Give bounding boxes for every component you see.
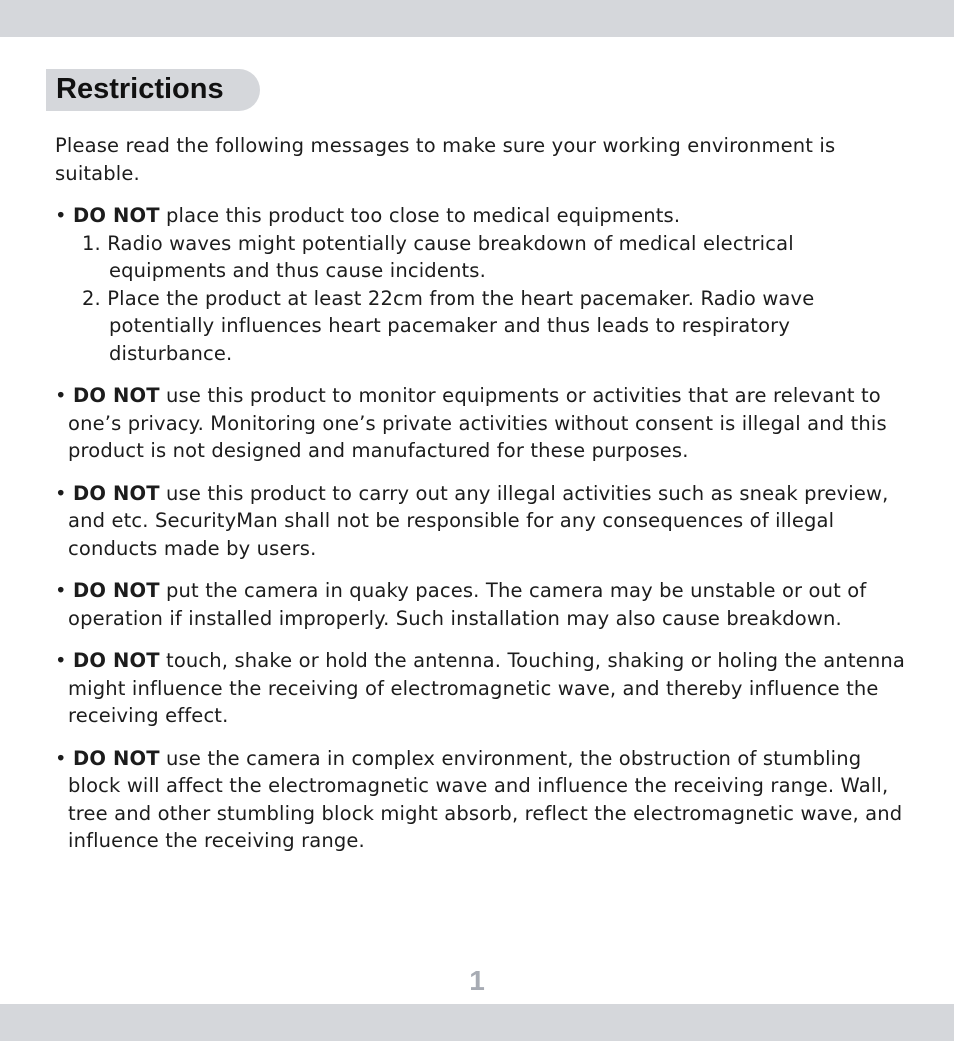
- restriction-item: • DO NOT use this product to carry out any illegal activities such as sneak preview, and etc. SecurityMan shall not be responsible for any consequences of illegal conducts made by users.: [55, 481, 889, 560]
- top-band: [0, 0, 954, 37]
- restriction-item: • DO NOT place this product too close to medical equipments. 1. Radio waves might potentially cause breakdown of medical electrical equipments and thus cause incidents. 2. Place the product at least 22cm from the heart pacemaker. Radio wave potentially influences heart pacemaker and thus leads to respiratory disturbance.: [55, 202, 905, 367]
- restriction-item: • DO NOT use this product to monitor equipments or activities that are relevant to one’s privacy. Monitoring one’s private activities without consent is illegal and this product is not designed and manufactured for these purposes.: [55, 384, 887, 462]
- sub-item: 2. Place the product at least 22cm from the heart pacemaker. Radio wave potentially influences heart pacemaker and thus leads to respiratory disturbance.: [82, 286, 815, 365]
- restriction-item: • DO NOT put the camera in quaky paces. The camera may be unstable or out of operation if installed improperly. Such installation may also cause breakdown.: [55, 579, 867, 630]
- sub-item: 1. Radio waves might potentially cause breakdown of medical electrical equipments and thus cause incidents.: [82, 231, 794, 282]
- restriction-text: put the camera in quaky paces. The camera may be unstable or out of operation if installed improperly. Such installation may also cause breakdown.: [68, 579, 867, 630]
- page-number: 1: [469, 965, 485, 996]
- sub-list: [68, 230, 905, 368]
- restriction-item: • DO NOT touch, shake or hold the antenna. Touching, shaking or holing the antenna might influence the receiving of electromagnetic wave, and thereby influence the receiving effect.: [55, 649, 905, 727]
- page-title: Restrictions: [56, 73, 224, 105]
- intro-paragraph: Please read the following messages to make sure your working environment is suitable.: [55, 134, 836, 185]
- do-not-label: DO NOT: [73, 384, 160, 407]
- do-not-label: DO NOT: [73, 746, 160, 770]
- restriction-text: use the camera in complex environment, the obstruction of stumbling block will affect the electromagnetic wave and influence the receiving range. Wall, tree and other stumbling block might absorb, reflect the electromagnetic wave, and influence the receiving range.: [68, 746, 903, 852]
- bottom-band: [0, 1004, 954, 1041]
- do-not-label: DO NOT: [73, 579, 160, 602]
- do-not-label: DO NOT: [73, 481, 160, 505]
- do-not-label: DO NOT: [73, 204, 160, 227]
- restriction-item: • DO NOT use the camera in complex environment, the obstruction of stumbling block will affect the electromagnetic wave and influence the receiving range. Wall, tree and other stumbling block might absorb, reflect the electromagnetic wave, and influence the receiving range.: [55, 746, 903, 852]
- do-not-label: DO NOT: [73, 649, 160, 672]
- restriction-text: use this product to monitor equipments or activities that are relevant to one’s privacy. Monitoring one’s private activities without consent is illegal and this product is not designed and manufactured for these purposes.: [68, 384, 887, 462]
- restriction-text: place this product too close to medical equipments.: [159, 204, 681, 227]
- restrictions-content: [55, 132, 905, 870]
- restriction-text: touch, shake or hold the antenna. Touching, shaking or holing the antenna might influence the receiving of electromagnetic wave, and thereby influence the receiving effect.: [68, 649, 905, 727]
- restriction-text: use this product to carry out any illegal activities such as sneak preview, and etc. SecurityMan shall not be responsible for any consequences of illegal conducts made by users.: [68, 481, 889, 560]
